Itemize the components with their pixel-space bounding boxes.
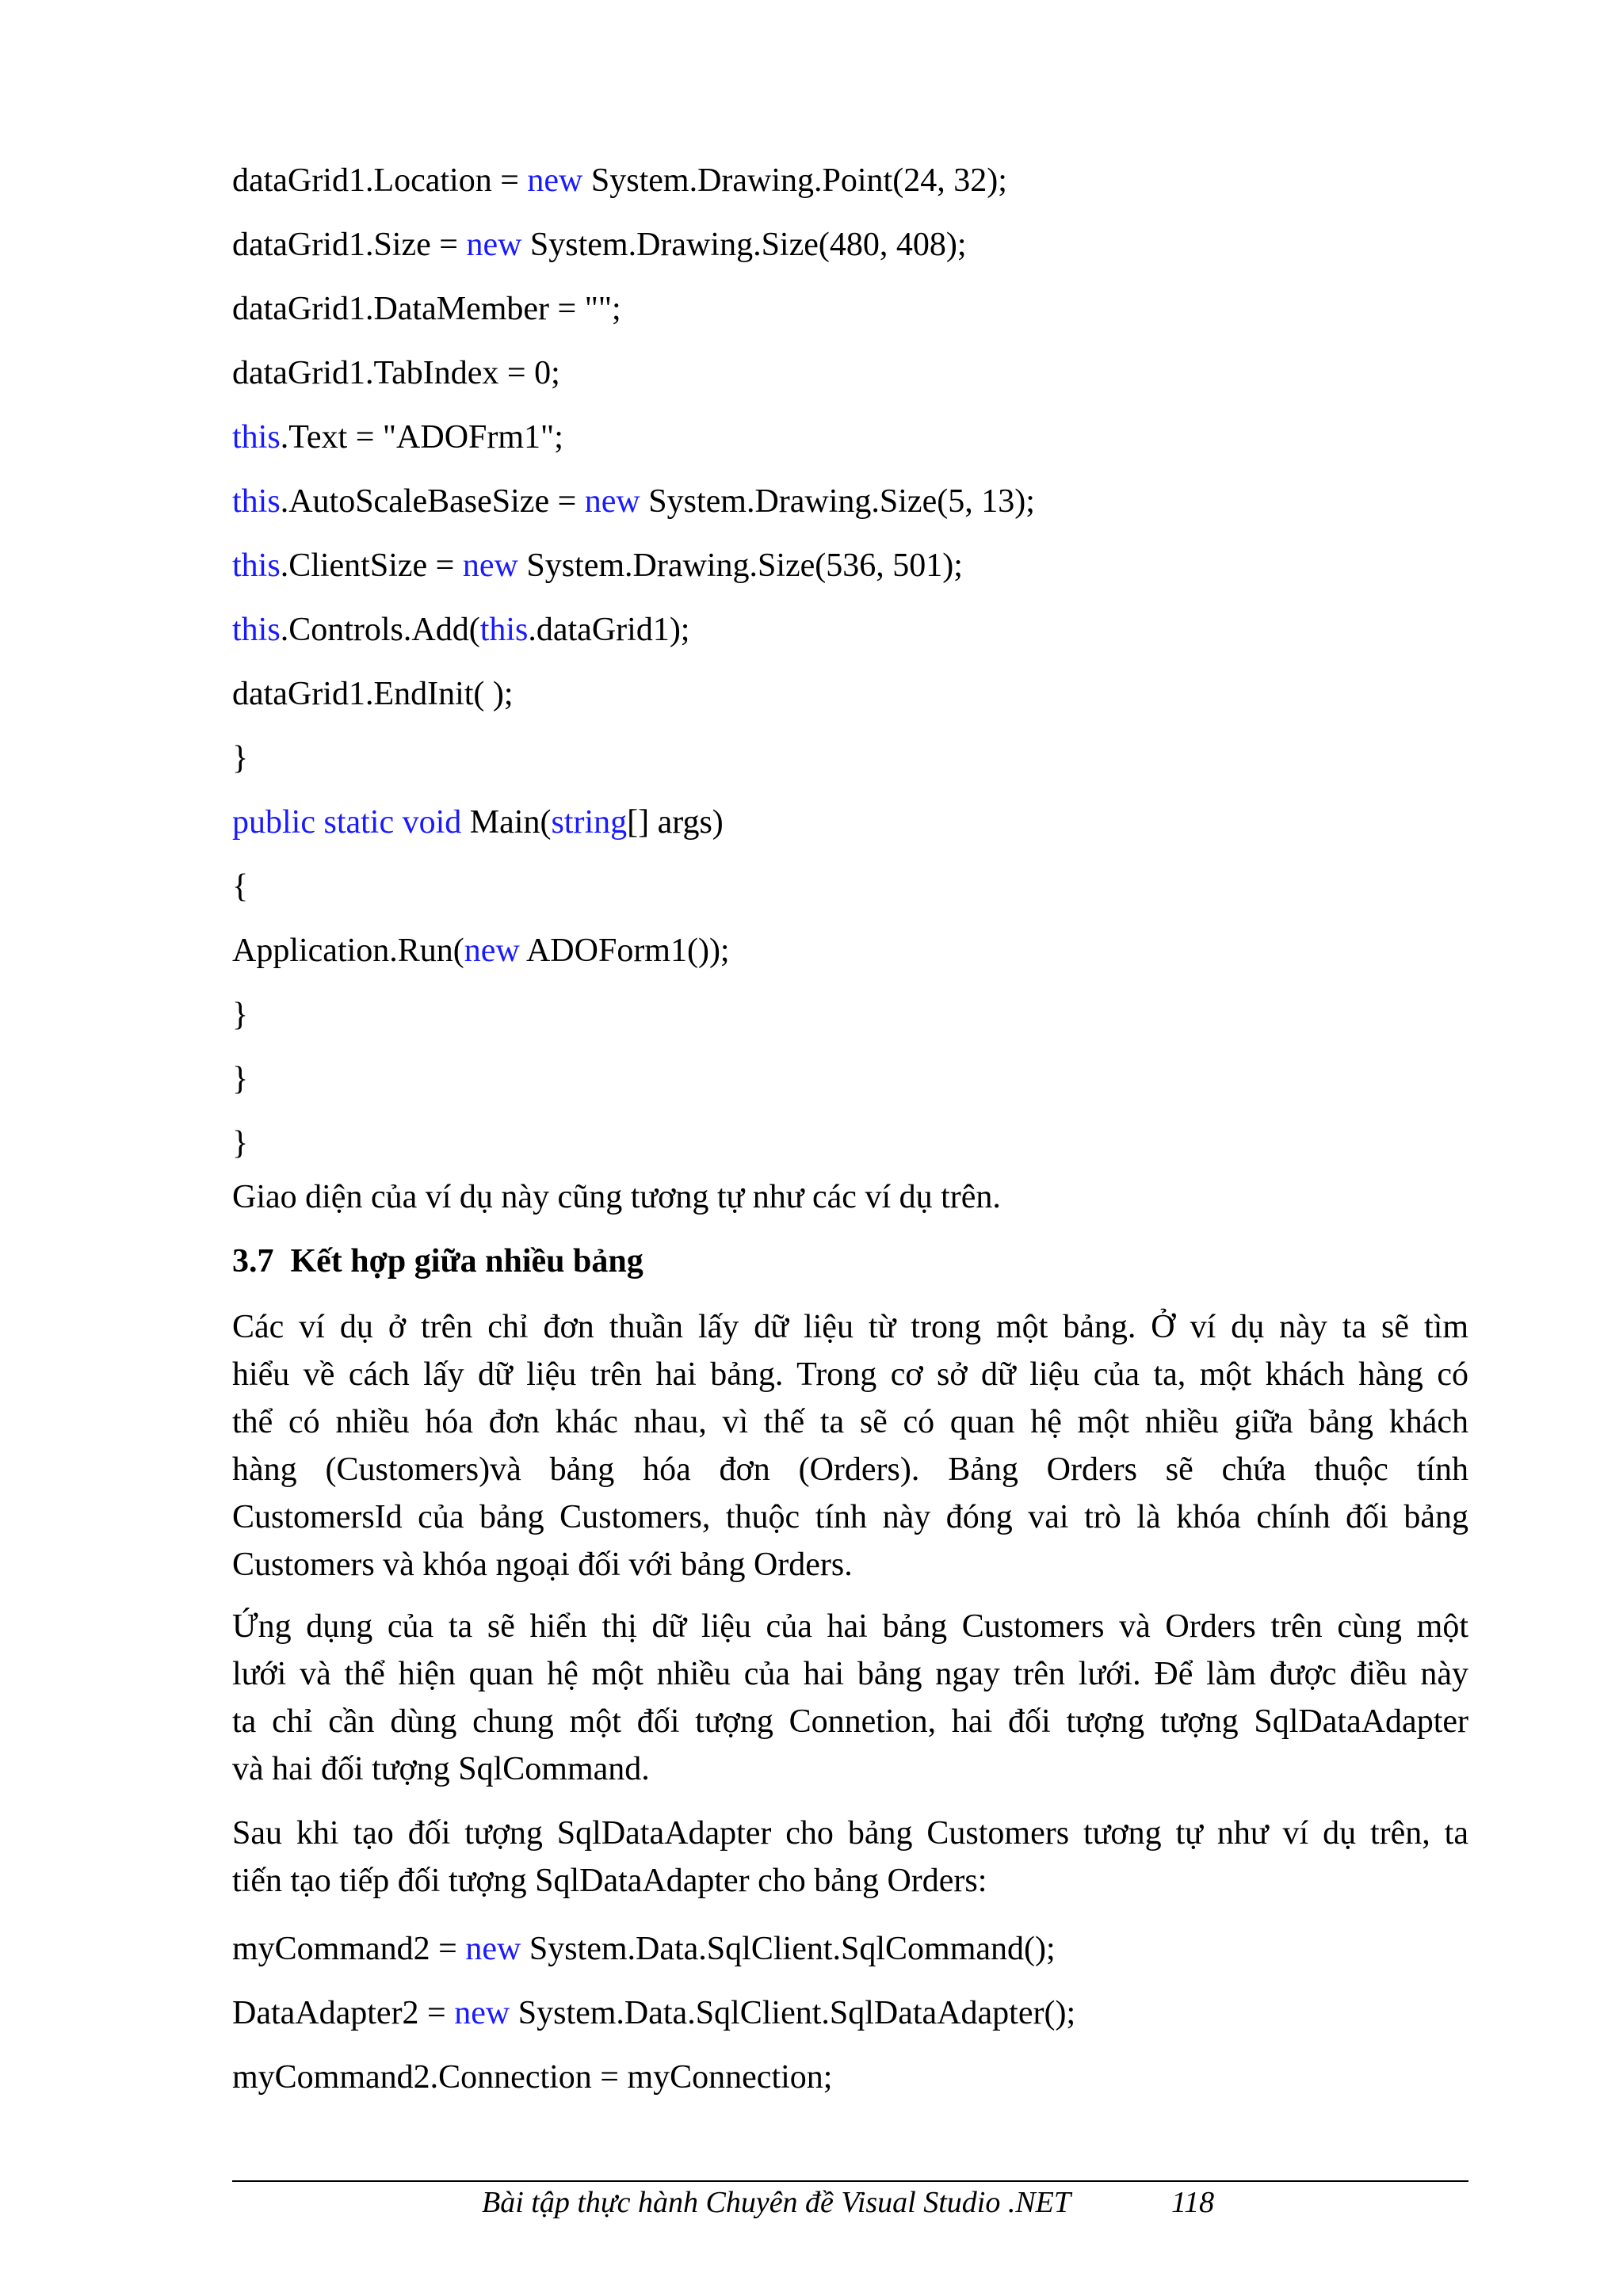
- code-keyword: new: [465, 1931, 521, 1967]
- code-line: [232, 662, 1468, 727]
- code-line: [232, 919, 1468, 983]
- paragraph-3: [232, 1810, 1468, 1905]
- paragraph-line: và hai đối tượng SqlCommand.: [232, 1751, 650, 1787]
- code-keyword: new: [584, 483, 640, 520]
- code-line: [232, 534, 1468, 598]
- paragraph-line: ta chỉ cần dùng chung một đối tượng Connetion, hai đối tượng tượng SqlDataAdapter: [232, 1703, 1468, 1740]
- code-line: [232, 983, 1468, 1047]
- code-text: System.Data.SqlClient.SqlDataAdapter();: [510, 1995, 1076, 2031]
- code-keyword: new: [466, 227, 522, 263]
- paragraph-line: hàng (Customers)và bảng hóa đơn (Orders). Bảng Orders sẽ chứa thuộc tính: [232, 1451, 1468, 1488]
- code-line: [232, 791, 1468, 855]
- paragraph-line: lưới và thể hiện quan hệ một nhiều của hai bảng ngay trên lưới. Để làm được điều này: [232, 1656, 1468, 1692]
- intro-sentence: Giao diện của ví dụ này cũng tương tự như các ví dụ trên.: [232, 1179, 1001, 1215]
- code-keyword: new: [527, 162, 583, 199]
- code-text: }: [232, 997, 249, 1033]
- code-text: [] args): [627, 804, 724, 841]
- code-text: dataGrid1.Location =: [232, 162, 528, 199]
- code-text: dataGrid1.EndInit( );: [232, 676, 514, 712]
- paragraph-1: [232, 1303, 1468, 1589]
- code-line: [232, 213, 1468, 277]
- code-text: .AutoScaleBaseSize =: [280, 483, 585, 520]
- code-text: System.Data.SqlClient.SqlCommand();: [521, 1931, 1056, 1967]
- code-text: }: [232, 1125, 249, 1161]
- code-keyword: new: [464, 933, 520, 969]
- code-text: dataGrid1.DataMember = "";: [232, 291, 621, 327]
- code-line: [232, 1917, 1468, 1981]
- paragraph-line: Customers và khóa ngoại đối với bảng Orders.: [232, 1547, 853, 1583]
- code-text: {: [232, 868, 249, 905]
- code-listing-bottom: [232, 1917, 1468, 2110]
- code-text: System.Drawing.Point(24, 32);: [582, 162, 1007, 199]
- code-line: [232, 727, 1468, 791]
- section-heading: 3.7 Kết hợp giữa nhiều bảng: [232, 1243, 643, 1280]
- footer-divider: [232, 2180, 1468, 2182]
- code-text: Application.Run(: [232, 933, 464, 969]
- paragraph-line: Ứng dụng của ta sẽ hiển thị dữ liệu của hai bảng Customers và Orders trên cùng một: [232, 1608, 1468, 1645]
- code-line: [232, 406, 1468, 470]
- paragraph-2: [232, 1603, 1468, 1793]
- paragraph-line: tiến tạo tiếp đối tượng SqlDataAdapter cho bảng Orders:: [232, 1863, 987, 1899]
- code-keyword: this: [232, 419, 281, 456]
- code-keyword: new: [462, 547, 518, 584]
- code-keyword: this: [232, 547, 281, 584]
- code-text: myCommand2.Connection = myConnection;: [232, 2059, 833, 2096]
- footer-title: Bài tập thực hành Chuyên đề Visual Studio .NET: [482, 2186, 1071, 2219]
- code-keyword: public static void: [232, 804, 462, 841]
- code-keyword: this: [232, 483, 281, 520]
- code-text: .Text = "ADOFrm1";: [280, 419, 563, 456]
- code-line: [232, 277, 1468, 341]
- code-text: System.Drawing.Size(5, 13);: [640, 483, 1035, 520]
- code-line: [232, 1112, 1468, 1176]
- code-text: DataAdapter2 =: [232, 1995, 455, 2031]
- code-text: myCommand2 =: [232, 1931, 466, 1967]
- code-text: }: [232, 740, 249, 776]
- code-text: .ClientSize =: [280, 547, 463, 584]
- code-text: .Controls.Add(: [280, 612, 480, 648]
- code-line: [232, 149, 1468, 213]
- code-keyword: this: [232, 612, 281, 648]
- paragraph-line: CustomersId của bảng Customers, thuộc tính này đóng vai trò là khóa chính đối bảng: [232, 1499, 1468, 1535]
- code-keyword: new: [454, 1995, 510, 2031]
- code-listing-top: [232, 149, 1468, 1176]
- code-text: System.Drawing.Size(536, 501);: [517, 547, 963, 584]
- code-line: [232, 855, 1468, 919]
- code-text: Main(: [461, 804, 552, 841]
- paragraph-line: hiểu về cách lấy dữ liệu trên hai bảng. Trong cơ sở dữ liệu của ta, một khách hàng có: [232, 1356, 1468, 1393]
- code-keyword: this: [479, 612, 529, 648]
- code-line: [232, 1047, 1468, 1112]
- code-text: System.Drawing.Size(480, 408);: [521, 227, 967, 263]
- code-line: [232, 1981, 1468, 2046]
- code-text: dataGrid1.TabIndex = 0;: [232, 355, 560, 391]
- code-line: [232, 598, 1468, 662]
- page-number: 118: [1171, 2186, 1215, 2219]
- paragraph-line: Sau khi tạo đối tượng SqlDataAdapter cho bảng Customers tương tự như ví dụ trên, ta: [232, 1815, 1468, 1852]
- code-keyword: string: [551, 804, 628, 841]
- code-text: dataGrid1.Size =: [232, 227, 467, 263]
- code-text: }: [232, 1061, 249, 1097]
- paragraph-line: Các ví dụ ở trên chỉ đơn thuần lấy dữ liệu từ trong một bảng. Ở ví dụ này ta sẽ tìm: [232, 1309, 1468, 1345]
- code-line: [232, 2046, 1468, 2110]
- code-line: [232, 341, 1468, 406]
- paragraph-line: thể có nhiều hóa đơn khác nhau, vì thế ta sẽ có quan hệ một nhiều giữa bảng khách: [232, 1404, 1468, 1440]
- code-line: [232, 470, 1468, 534]
- code-text: ADOForm1());: [519, 933, 730, 969]
- code-text: .dataGrid1);: [528, 612, 690, 648]
